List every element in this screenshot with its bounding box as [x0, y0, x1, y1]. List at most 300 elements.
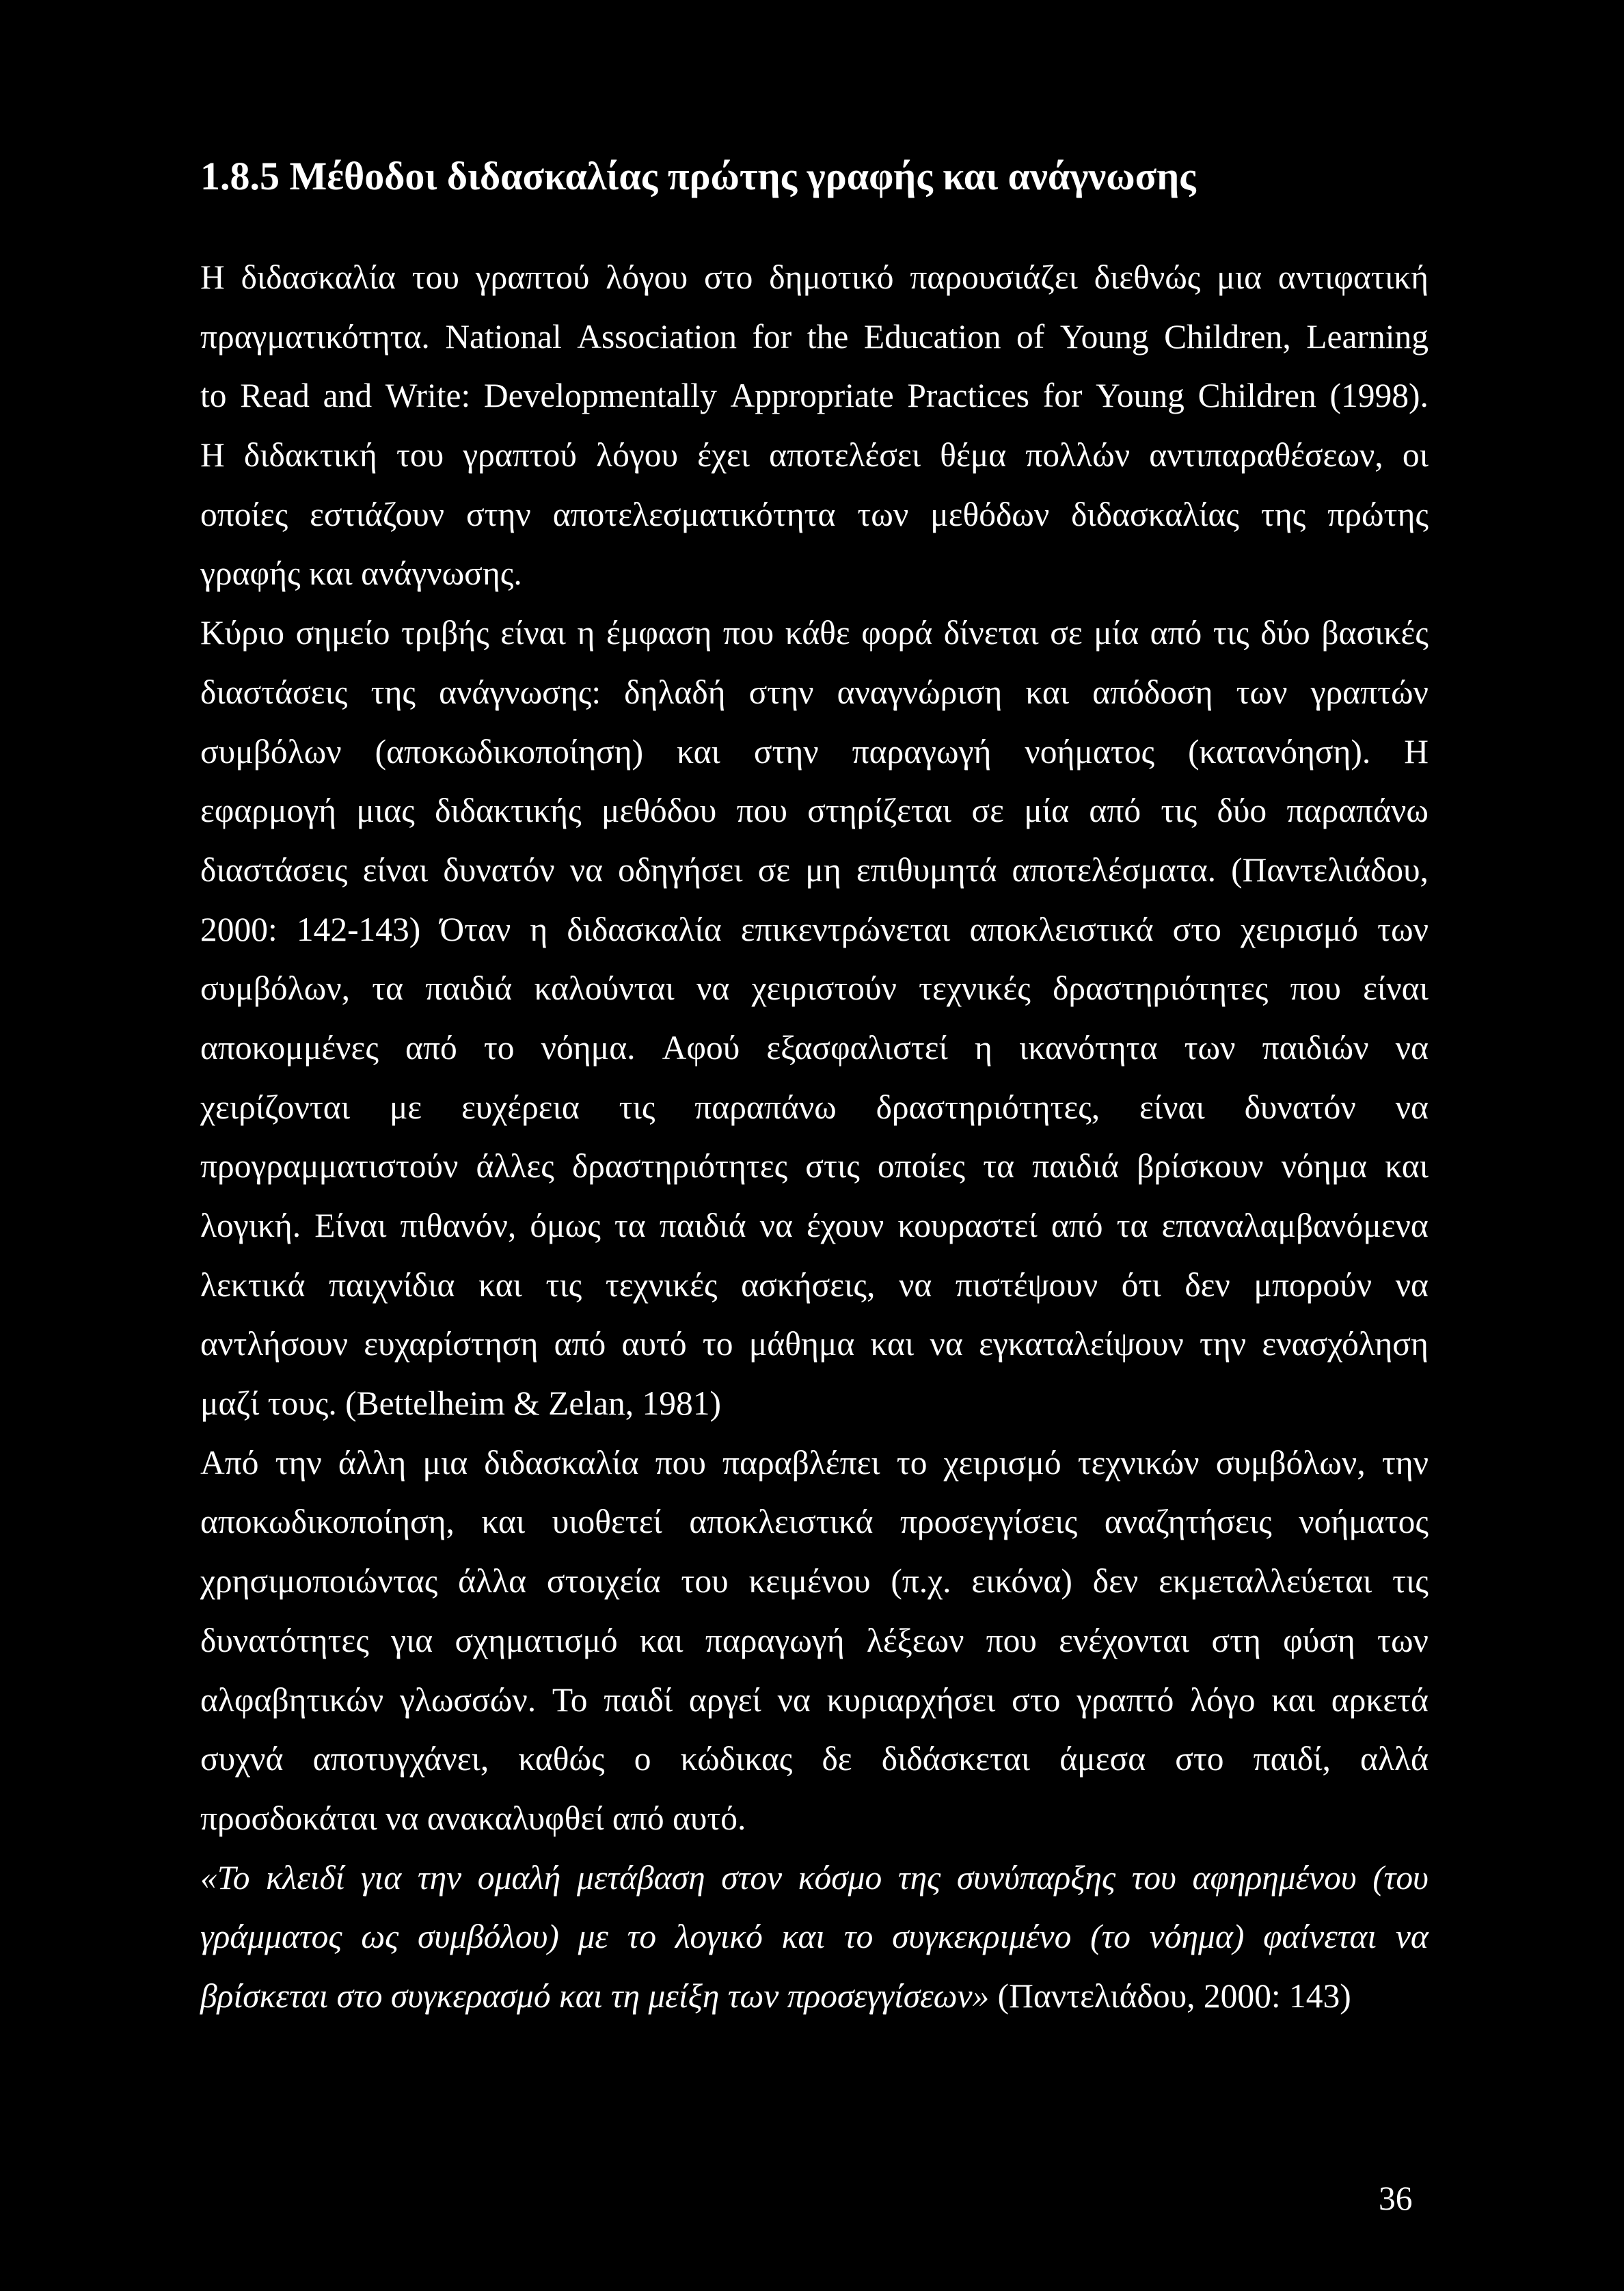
- word: νόημα: [1281, 1147, 1368, 1185]
- word: γράμματος: [200, 1918, 342, 1956]
- word: ο: [634, 1740, 651, 1778]
- word: ενέχονται: [1059, 1621, 1190, 1659]
- word: τις: [1213, 614, 1249, 652]
- text-line: [200, 485, 1429, 545]
- word: (το: [1090, 1918, 1131, 1956]
- word: χειρισμό: [1240, 910, 1359, 948]
- word: της: [1260, 495, 1306, 533]
- word: γραπτού: [463, 436, 577, 474]
- word: (Παντελιάδου,: [1231, 850, 1429, 889]
- word: ευχαρίστηση: [364, 1325, 539, 1363]
- word: αφηρημένου: [1192, 1858, 1357, 1897]
- word: πραγματικότητα.: [200, 317, 430, 356]
- word: τεχνικών: [1077, 1443, 1200, 1482]
- word: προσεγγίσεις: [899, 1503, 1078, 1541]
- word: στο: [704, 258, 753, 296]
- text-line: [200, 959, 1429, 1019]
- word: Association: [577, 317, 737, 356]
- text-line: [200, 841, 1429, 900]
- word: να: [1395, 1028, 1429, 1067]
- word: παρουσιάζει: [910, 258, 1078, 296]
- word: διδασκαλία: [567, 910, 722, 948]
- word: καθώς: [518, 1740, 605, 1778]
- word: την: [417, 1858, 462, 1897]
- word: διδάσκεται: [881, 1740, 1031, 1778]
- word: θέμα: [940, 436, 1007, 474]
- quote-line: [200, 1907, 1429, 1967]
- word: να: [777, 1680, 811, 1719]
- word: αλφαβητικών: [200, 1680, 384, 1719]
- word: του: [1131, 1858, 1176, 1897]
- word: άλλα: [458, 1562, 527, 1600]
- word: ότι: [1121, 1265, 1161, 1304]
- word: παραγωγή: [852, 732, 992, 771]
- word: σχηματισμό: [455, 1621, 618, 1659]
- word: Κύριο: [200, 614, 285, 652]
- text-line: [200, 1730, 1429, 1789]
- word: δραστηριότητες: [571, 1147, 788, 1185]
- word: έχουν: [806, 1207, 884, 1244]
- word: and: [323, 377, 373, 415]
- word: Αφού: [662, 1028, 740, 1067]
- paragraph-2: [200, 604, 1429, 1434]
- word: μη: [805, 850, 841, 889]
- word: παιδιών: [1262, 1028, 1369, 1067]
- word: μετάβαση: [576, 1858, 705, 1897]
- word: να: [1395, 1918, 1429, 1956]
- word: σε: [757, 850, 791, 889]
- word: εφαρμογή: [200, 792, 337, 830]
- word: πρώτης: [1327, 495, 1429, 533]
- word: κώδικας: [680, 1740, 793, 1778]
- word: ασκήσεις,: [741, 1265, 876, 1304]
- word: «Το: [200, 1858, 250, 1897]
- word: λογική.: [200, 1207, 301, 1244]
- word: λόγου: [606, 258, 688, 296]
- word: επιθυμητά: [856, 850, 997, 889]
- word: των: [1377, 910, 1429, 948]
- word: νόημα.: [541, 1028, 636, 1067]
- word: κάθε: [785, 614, 850, 652]
- quote-line: [200, 1849, 1429, 1908]
- word: οι: [1402, 436, 1429, 474]
- word: των: [1236, 673, 1288, 711]
- word: του: [396, 436, 444, 474]
- word: αποτελέσματα.: [1012, 850, 1216, 889]
- word: Children,: [1164, 317, 1291, 356]
- word: να: [1395, 1088, 1429, 1126]
- word: να: [696, 969, 730, 1008]
- word: Developmentally: [483, 377, 717, 415]
- word: αποτυγχάνει,: [312, 1740, 489, 1778]
- word: διαστάσεις: [200, 850, 348, 889]
- word: παραπάνω: [694, 1088, 837, 1126]
- word: γλωσσών.: [399, 1680, 537, 1719]
- word: (κατανόηση).: [1188, 732, 1371, 771]
- word: δύο: [1217, 792, 1267, 830]
- word: πιστέψουν: [955, 1265, 1098, 1304]
- word: έμφαση: [606, 614, 712, 652]
- word: εκμεταλλεύεται: [1159, 1562, 1372, 1600]
- word: πολλών: [1025, 436, 1131, 474]
- word: βασικές: [1321, 614, 1429, 652]
- word: αλλά: [1360, 1740, 1429, 1778]
- word: και: [481, 1503, 526, 1541]
- text-line: [200, 248, 1429, 308]
- word: (1998).: [1329, 377, 1429, 415]
- body-text: [200, 248, 1429, 2026]
- word: παραπάνω: [1286, 792, 1429, 830]
- word: οποίες: [877, 1147, 966, 1185]
- word: δυνατόν: [443, 850, 555, 889]
- word: στηρίζεται: [807, 792, 952, 830]
- text-line: [200, 1196, 1429, 1256]
- word: τις: [1161, 792, 1197, 830]
- word: Children: [1197, 377, 1316, 415]
- word: μεθόδου: [601, 792, 717, 830]
- word: είναι: [1363, 969, 1429, 1008]
- word: βρίσκουν: [1137, 1147, 1264, 1185]
- quote-paragraph: [200, 1849, 1429, 2026]
- word: που: [1290, 969, 1341, 1008]
- word: Read: [240, 377, 310, 415]
- word: κόσμο: [798, 1858, 882, 1897]
- word: των: [1184, 1028, 1236, 1067]
- text-line: μαζί τους. (Bettelheim & Zelan, 1981): [200, 1384, 722, 1423]
- word: εγκαταλείψουν: [979, 1325, 1184, 1363]
- word: που: [655, 1443, 706, 1482]
- word: Η: [200, 436, 225, 474]
- word: 142-143): [296, 910, 421, 948]
- word: στην: [753, 732, 819, 771]
- text-line: γραφής και ανάγνωσης.: [200, 554, 522, 593]
- word: η: [530, 910, 548, 948]
- word: οποίες: [200, 495, 288, 533]
- word: συγκεκριμένο: [892, 1918, 1072, 1956]
- paragraph-3: [200, 1434, 1429, 1849]
- word: το: [627, 1918, 657, 1956]
- word: δραστηριότητες: [1053, 969, 1269, 1008]
- word: μια: [1217, 258, 1262, 296]
- word: διαστάσεις: [200, 673, 348, 711]
- word: των: [857, 495, 909, 533]
- text-line: [200, 1019, 1429, 1078]
- word: μεθόδων: [930, 495, 1050, 533]
- text-line: [200, 723, 1429, 782]
- word: γραπτών: [1310, 673, 1429, 711]
- word: τα: [614, 1207, 646, 1244]
- word: κλειδί: [266, 1858, 345, 1897]
- word: παιδί,: [1253, 1740, 1331, 1778]
- word: δεν: [1185, 1265, 1230, 1304]
- word: άλλες: [476, 1147, 554, 1185]
- text-line: [200, 1671, 1429, 1730]
- word: και: [1025, 673, 1070, 711]
- word: από: [1051, 1207, 1103, 1244]
- word: παιδιά: [659, 1207, 746, 1244]
- word: την: [275, 1443, 322, 1482]
- word: Young: [1096, 377, 1185, 415]
- word: the: [807, 317, 849, 356]
- word: στον: [721, 1858, 783, 1897]
- word: οδηγήσει: [618, 850, 743, 889]
- word: άμεσα: [1059, 1740, 1146, 1778]
- word: αποτελέσει: [769, 436, 921, 474]
- text-line: [200, 426, 1429, 485]
- word: Young: [1059, 317, 1149, 356]
- text-line: [200, 1315, 1429, 1374]
- word: από: [1089, 792, 1141, 830]
- word: λογικό: [675, 1918, 763, 1956]
- word: λόγου: [596, 436, 678, 474]
- word: ευχέρεια: [461, 1088, 580, 1126]
- word: είναι: [362, 850, 429, 889]
- word: αποκλειστικά: [969, 910, 1154, 948]
- paragraph-1: [200, 248, 1429, 604]
- word: τριβής: [401, 614, 489, 652]
- word: μια: [422, 1443, 468, 1482]
- text-line: [200, 663, 1429, 723]
- word: να: [898, 1265, 932, 1304]
- word: αποκομμένες: [200, 1028, 379, 1067]
- word: το: [843, 1918, 874, 1956]
- word: του: [411, 258, 459, 296]
- word: που: [986, 1621, 1037, 1659]
- word: αντλήσουν: [200, 1325, 348, 1363]
- word: μία: [1094, 614, 1139, 652]
- word: της: [897, 1858, 941, 1897]
- word: συνύπαρξης: [956, 1858, 1116, 1897]
- word: διεθνώς: [1094, 258, 1201, 296]
- word: εξασφαλιστεί: [766, 1028, 948, 1067]
- word: όμως: [530, 1207, 601, 1244]
- word: να: [930, 1325, 963, 1363]
- word: Είναι: [314, 1207, 387, 1244]
- word: προγραμματιστούν: [200, 1147, 459, 1185]
- text-line: [200, 900, 1429, 960]
- word: αποκλειστικά: [689, 1503, 874, 1541]
- word: δεν: [1092, 1562, 1139, 1600]
- word: Write:: [385, 377, 471, 415]
- word: δραστηριότητες,: [876, 1088, 1100, 1126]
- word: καλούνται: [534, 969, 675, 1008]
- word: δυνατότητες: [200, 1621, 369, 1659]
- word: με: [578, 1918, 608, 1956]
- word: στοιχεία: [546, 1562, 661, 1600]
- word: συμβόλων,: [1215, 1443, 1366, 1482]
- word: δημοτικό: [769, 258, 894, 296]
- text-line: [200, 1078, 1429, 1138]
- word: νόημα): [1149, 1918, 1245, 1956]
- word: κουραστεί: [897, 1207, 1038, 1244]
- word: άλλη: [338, 1443, 407, 1482]
- text-line: [200, 1552, 1429, 1611]
- word: την: [1200, 1325, 1247, 1363]
- word: συμβόλων: [200, 732, 342, 771]
- word: η: [577, 614, 595, 652]
- word: συμβόλων,: [200, 969, 351, 1008]
- word: δυνατόν: [1244, 1088, 1356, 1126]
- word: εικόνα): [971, 1562, 1072, 1600]
- word: αντιπαραθέσεων,: [1149, 436, 1383, 474]
- text-line: [200, 308, 1429, 367]
- word: διδακτικής: [435, 792, 582, 830]
- text-line: [200, 1492, 1429, 1552]
- word: πιθανόν,: [400, 1207, 517, 1244]
- word: τεχνικές: [919, 969, 1031, 1008]
- word: εστιάζουν: [310, 495, 445, 533]
- word: χρησιμοποιώντας: [200, 1562, 438, 1600]
- word: στο: [1172, 910, 1221, 948]
- word: την: [1381, 1443, 1429, 1482]
- word: δίνεται: [943, 614, 1039, 652]
- word: και: [1271, 1680, 1316, 1719]
- text-line: [200, 604, 1429, 663]
- word: αντιφατική: [1277, 258, 1429, 296]
- word: των: [1377, 1621, 1429, 1659]
- word: νοήματος: [1025, 732, 1155, 771]
- page-number: 36: [1379, 2180, 1413, 2217]
- word: (αποκωδικοποίηση): [375, 732, 644, 771]
- word: χειρίζονται: [200, 1088, 351, 1126]
- word: να: [1395, 1265, 1429, 1304]
- word: Learning: [1306, 317, 1429, 356]
- word: φαίνεται: [1263, 1918, 1377, 1956]
- word: παιδιά: [425, 969, 513, 1008]
- word: συμβόλου): [418, 1918, 559, 1956]
- word: Όταν: [439, 910, 511, 948]
- word: διδακτική: [243, 436, 377, 474]
- word: τα: [372, 969, 404, 1008]
- word: είναι: [500, 614, 566, 652]
- word: το: [896, 1443, 928, 1482]
- word: το: [702, 1325, 733, 1363]
- word: και: [1385, 1147, 1429, 1185]
- word: μιας: [356, 792, 415, 830]
- word: στη: [1211, 1621, 1261, 1659]
- word: Η: [200, 258, 225, 296]
- word: από: [1150, 614, 1202, 652]
- word: από: [554, 1325, 606, 1363]
- word: τα: [983, 1147, 1015, 1185]
- word: για: [391, 1621, 433, 1659]
- word: αργεί: [688, 1680, 761, 1719]
- word: παιδιά: [1032, 1147, 1119, 1185]
- quote-last-line: [200, 1967, 1429, 2026]
- word: αυτό: [621, 1325, 687, 1363]
- section-heading: 1.8.5 Μέθοδοι διδασκαλίας πρώτης γραφής και ανάγνωσης: [200, 154, 1196, 198]
- word: και: [639, 1621, 684, 1659]
- word: απόδοση: [1092, 673, 1213, 711]
- word: κυριαρχήσει: [826, 1680, 996, 1719]
- word: που: [736, 792, 787, 830]
- quote-text: βρίσκεται στο συγκερασμό και τη μείξη των προσεγγίσεων»: [200, 1977, 990, 2015]
- word: να: [759, 1207, 793, 1244]
- word: του: [681, 1562, 729, 1600]
- word: σε: [1050, 614, 1083, 652]
- word: στην: [748, 673, 814, 711]
- word: τις: [545, 1265, 582, 1304]
- word: με: [389, 1088, 422, 1126]
- word: συχνά: [200, 1740, 284, 1778]
- word: δύο: [1260, 614, 1310, 652]
- word: αναζητήσεις: [1104, 1503, 1272, 1541]
- word: στην: [465, 495, 531, 533]
- word: ενασχόληση: [1262, 1325, 1429, 1363]
- word: το: [483, 1028, 515, 1067]
- text-line: [200, 1434, 1429, 1493]
- word: παραβλέπει: [722, 1443, 880, 1482]
- word: επαναλαμβανόμενα: [1161, 1207, 1429, 1244]
- word: και: [677, 732, 720, 771]
- word: ικανότητα: [1019, 1028, 1158, 1067]
- word: παραγωγή: [705, 1621, 845, 1659]
- word: λόγο: [1190, 1680, 1256, 1719]
- word: μία: [1024, 792, 1070, 830]
- word: Appropriate: [730, 377, 894, 415]
- word: κειμένου: [748, 1562, 871, 1600]
- word: αποκωδικοποίηση,: [200, 1503, 455, 1541]
- word: η: [975, 1028, 992, 1067]
- word: της: [370, 673, 416, 711]
- word: παιδί: [604, 1680, 673, 1719]
- word: ανάγνωσης:: [439, 673, 601, 711]
- word: Από: [200, 1443, 259, 1482]
- word: έχει: [697, 436, 750, 474]
- word: μπορούν: [1254, 1265, 1372, 1304]
- word: for: [1042, 377, 1083, 415]
- word: χειριστούν: [751, 969, 897, 1008]
- word: Practices: [907, 377, 1030, 415]
- word: (π.χ.: [891, 1562, 951, 1600]
- word: να: [569, 850, 604, 889]
- word: φύση: [1283, 1621, 1355, 1659]
- word: και: [781, 1918, 826, 1956]
- word: διδασκαλία: [241, 258, 396, 296]
- word: (του: [1372, 1858, 1429, 1897]
- word: σε: [971, 792, 1004, 830]
- word: στις: [805, 1147, 860, 1185]
- word: στο: [1012, 1680, 1061, 1719]
- word: που: [722, 614, 774, 652]
- text-line: [200, 366, 1429, 426]
- word: φορά: [861, 614, 933, 652]
- word: χειρισμό: [943, 1443, 1061, 1482]
- word: από: [405, 1028, 457, 1067]
- word: υιοθετεί: [552, 1503, 662, 1541]
- word: παιχνίδια: [328, 1265, 455, 1304]
- word: δηλαδή: [624, 673, 726, 711]
- text-line: [200, 1137, 1429, 1196]
- word: δε: [822, 1740, 852, 1778]
- word: και: [870, 1325, 915, 1363]
- text-line: [200, 1256, 1429, 1315]
- word: γραπτό: [1077, 1680, 1174, 1719]
- text-line: [200, 781, 1429, 841]
- word: σημείο: [295, 614, 390, 652]
- word: στο: [1175, 1740, 1224, 1778]
- word: to: [200, 377, 227, 415]
- word: νοήματος: [1299, 1503, 1429, 1541]
- word: Η: [1404, 732, 1429, 771]
- word: for: [752, 317, 792, 356]
- word: επικεντρώνεται: [740, 910, 951, 948]
- word: και: [478, 1265, 522, 1304]
- word: ως: [361, 1918, 399, 1956]
- word: διδασκαλία: [484, 1443, 639, 1482]
- word: 2000:: [200, 910, 278, 948]
- word: τις: [1392, 1562, 1429, 1600]
